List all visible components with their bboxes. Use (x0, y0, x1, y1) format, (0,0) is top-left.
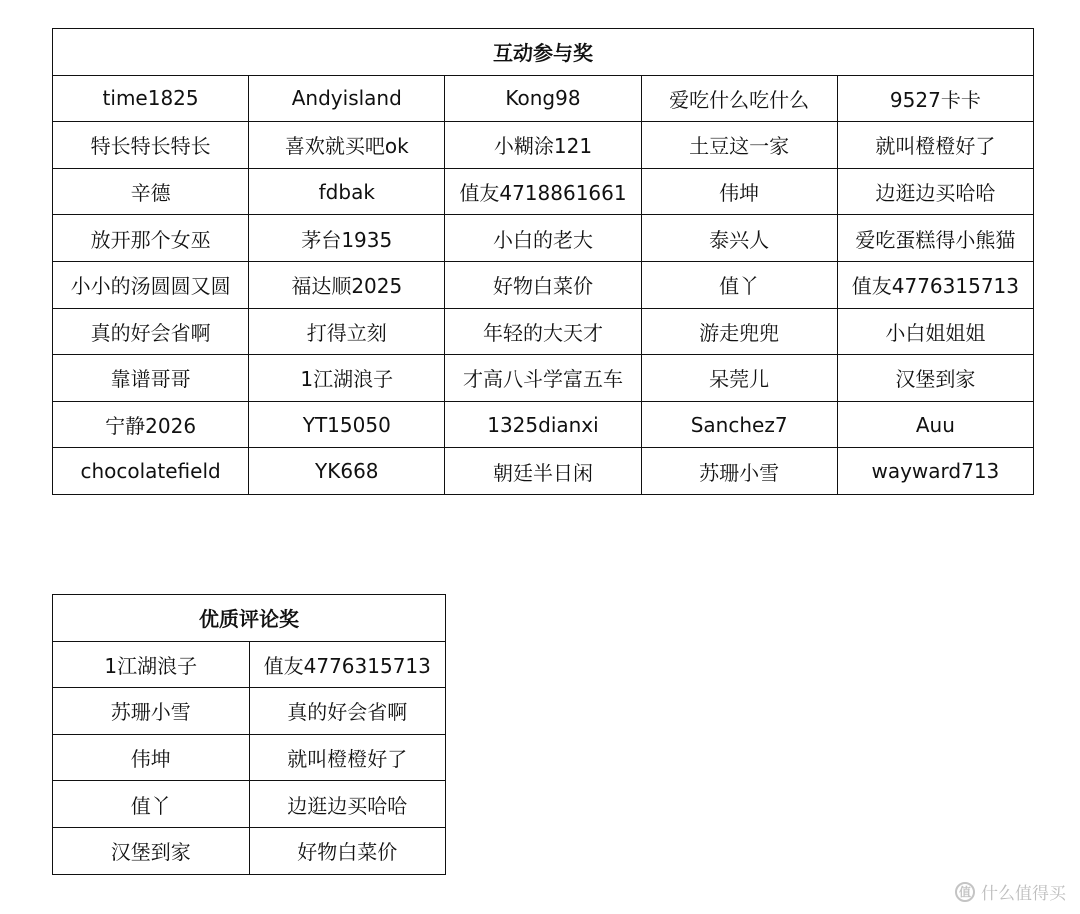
table-cell: 就叫橙橙好了 (837, 122, 1033, 169)
table-cell: 1江湖浪子 (249, 355, 445, 402)
table-cell: 伟坤 (53, 734, 250, 781)
table-title: 互动参与奖 (53, 29, 1034, 76)
table-cell: 宁静2026 (53, 401, 249, 448)
table-cell: 特长特长特长 (53, 122, 249, 169)
table-cell: 1江湖浪子 (53, 641, 250, 688)
table-row (53, 401, 1034, 448)
table-cell: 泰兴人 (641, 215, 837, 262)
table-row (53, 168, 1034, 215)
table-row (53, 261, 1034, 308)
table-cell: 汉堡到家 (837, 355, 1033, 402)
table-cell: 值丫 (641, 261, 837, 308)
watermark-text: 什么值得买 (981, 884, 1066, 904)
table-cell: 小小的汤圆圆又圆 (53, 261, 249, 308)
table-cell: 值友4718861661 (445, 168, 641, 215)
smzdm-logo-icon: 值 (955, 882, 975, 902)
table-row (53, 308, 1034, 355)
table-cell: 好物白菜价 (445, 261, 641, 308)
table-cell: YT15050 (249, 401, 445, 448)
table-cell: 真的好会省啊 (53, 308, 249, 355)
table-cell: YK668 (249, 448, 445, 495)
table-cell: Sanchez7 (641, 401, 837, 448)
table-cell: 才高八斗学富五车 (445, 355, 641, 402)
table-cell: 边逛边买哈哈 (249, 781, 446, 828)
table-cell: 喜欢就买吧ok (249, 122, 445, 169)
table-cell: time1825 (53, 75, 249, 122)
table-row (53, 75, 1034, 122)
table-cell: Kong98 (445, 75, 641, 122)
table-cell: 呆莞儿 (641, 355, 837, 402)
table-title-row (53, 595, 446, 642)
table-cell: 好物白菜价 (249, 827, 446, 874)
table-cell: 就叫橙橙好了 (249, 734, 446, 781)
table-cell: 值丫 (53, 781, 250, 828)
table-cell: 汉堡到家 (53, 827, 250, 874)
table-cell: 辛德 (53, 168, 249, 215)
table-title: 优质评论奖 (53, 595, 446, 642)
table-row (53, 215, 1034, 262)
table-row (53, 781, 446, 828)
table-cell: 9527卡卡 (837, 75, 1033, 122)
table-cell: 苏珊小雪 (641, 448, 837, 495)
table-cell: 伟坤 (641, 168, 837, 215)
table-cell: 1325dianxi (445, 401, 641, 448)
table-cell: 年轻的大天才 (445, 308, 641, 355)
table-cell: 值友4776315713 (249, 641, 446, 688)
interactive-award-table (52, 28, 1034, 495)
table-row (53, 448, 1034, 495)
table-cell: 真的好会省啊 (249, 688, 446, 735)
table-cell: 爱吃什么吃什么 (641, 75, 837, 122)
table-row (53, 734, 446, 781)
table-row (53, 641, 446, 688)
table-cell: chocolatefield (53, 448, 249, 495)
table-cell: wayward713 (837, 448, 1033, 495)
table-row (53, 827, 446, 874)
table-row (53, 688, 446, 735)
table-title-row (53, 29, 1034, 76)
table-cell: Auu (837, 401, 1033, 448)
table-cell: 小白姐姐姐 (837, 308, 1033, 355)
watermark (955, 879, 1066, 904)
table-cell: 土豆这一家 (641, 122, 837, 169)
table-cell: 福达顺2025 (249, 261, 445, 308)
table-row (53, 122, 1034, 169)
table-cell: 打得立刻 (249, 308, 445, 355)
interactive-award-body (53, 75, 1034, 494)
table-row (53, 355, 1034, 402)
table-cell: 值友4776315713 (837, 261, 1033, 308)
quality-comment-award-table (52, 594, 446, 875)
table-cell: 朝廷半日闲 (445, 448, 641, 495)
table-cell: 苏珊小雪 (53, 688, 250, 735)
quality-comment-award-body (53, 641, 446, 874)
table-cell: 茅台1935 (249, 215, 445, 262)
table-cell: 靠谱哥哥 (53, 355, 249, 402)
table-cell: Andyisland (249, 75, 445, 122)
table-cell: 爱吃蛋糕得小熊猫 (837, 215, 1033, 262)
table-cell: 小白的老大 (445, 215, 641, 262)
table-cell: fdbak (249, 168, 445, 215)
table-cell: 小糊涂121 (445, 122, 641, 169)
table-cell: 游走兜兜 (641, 308, 837, 355)
table-cell: 边逛边买哈哈 (837, 168, 1033, 215)
table-cell: 放开那个女巫 (53, 215, 249, 262)
